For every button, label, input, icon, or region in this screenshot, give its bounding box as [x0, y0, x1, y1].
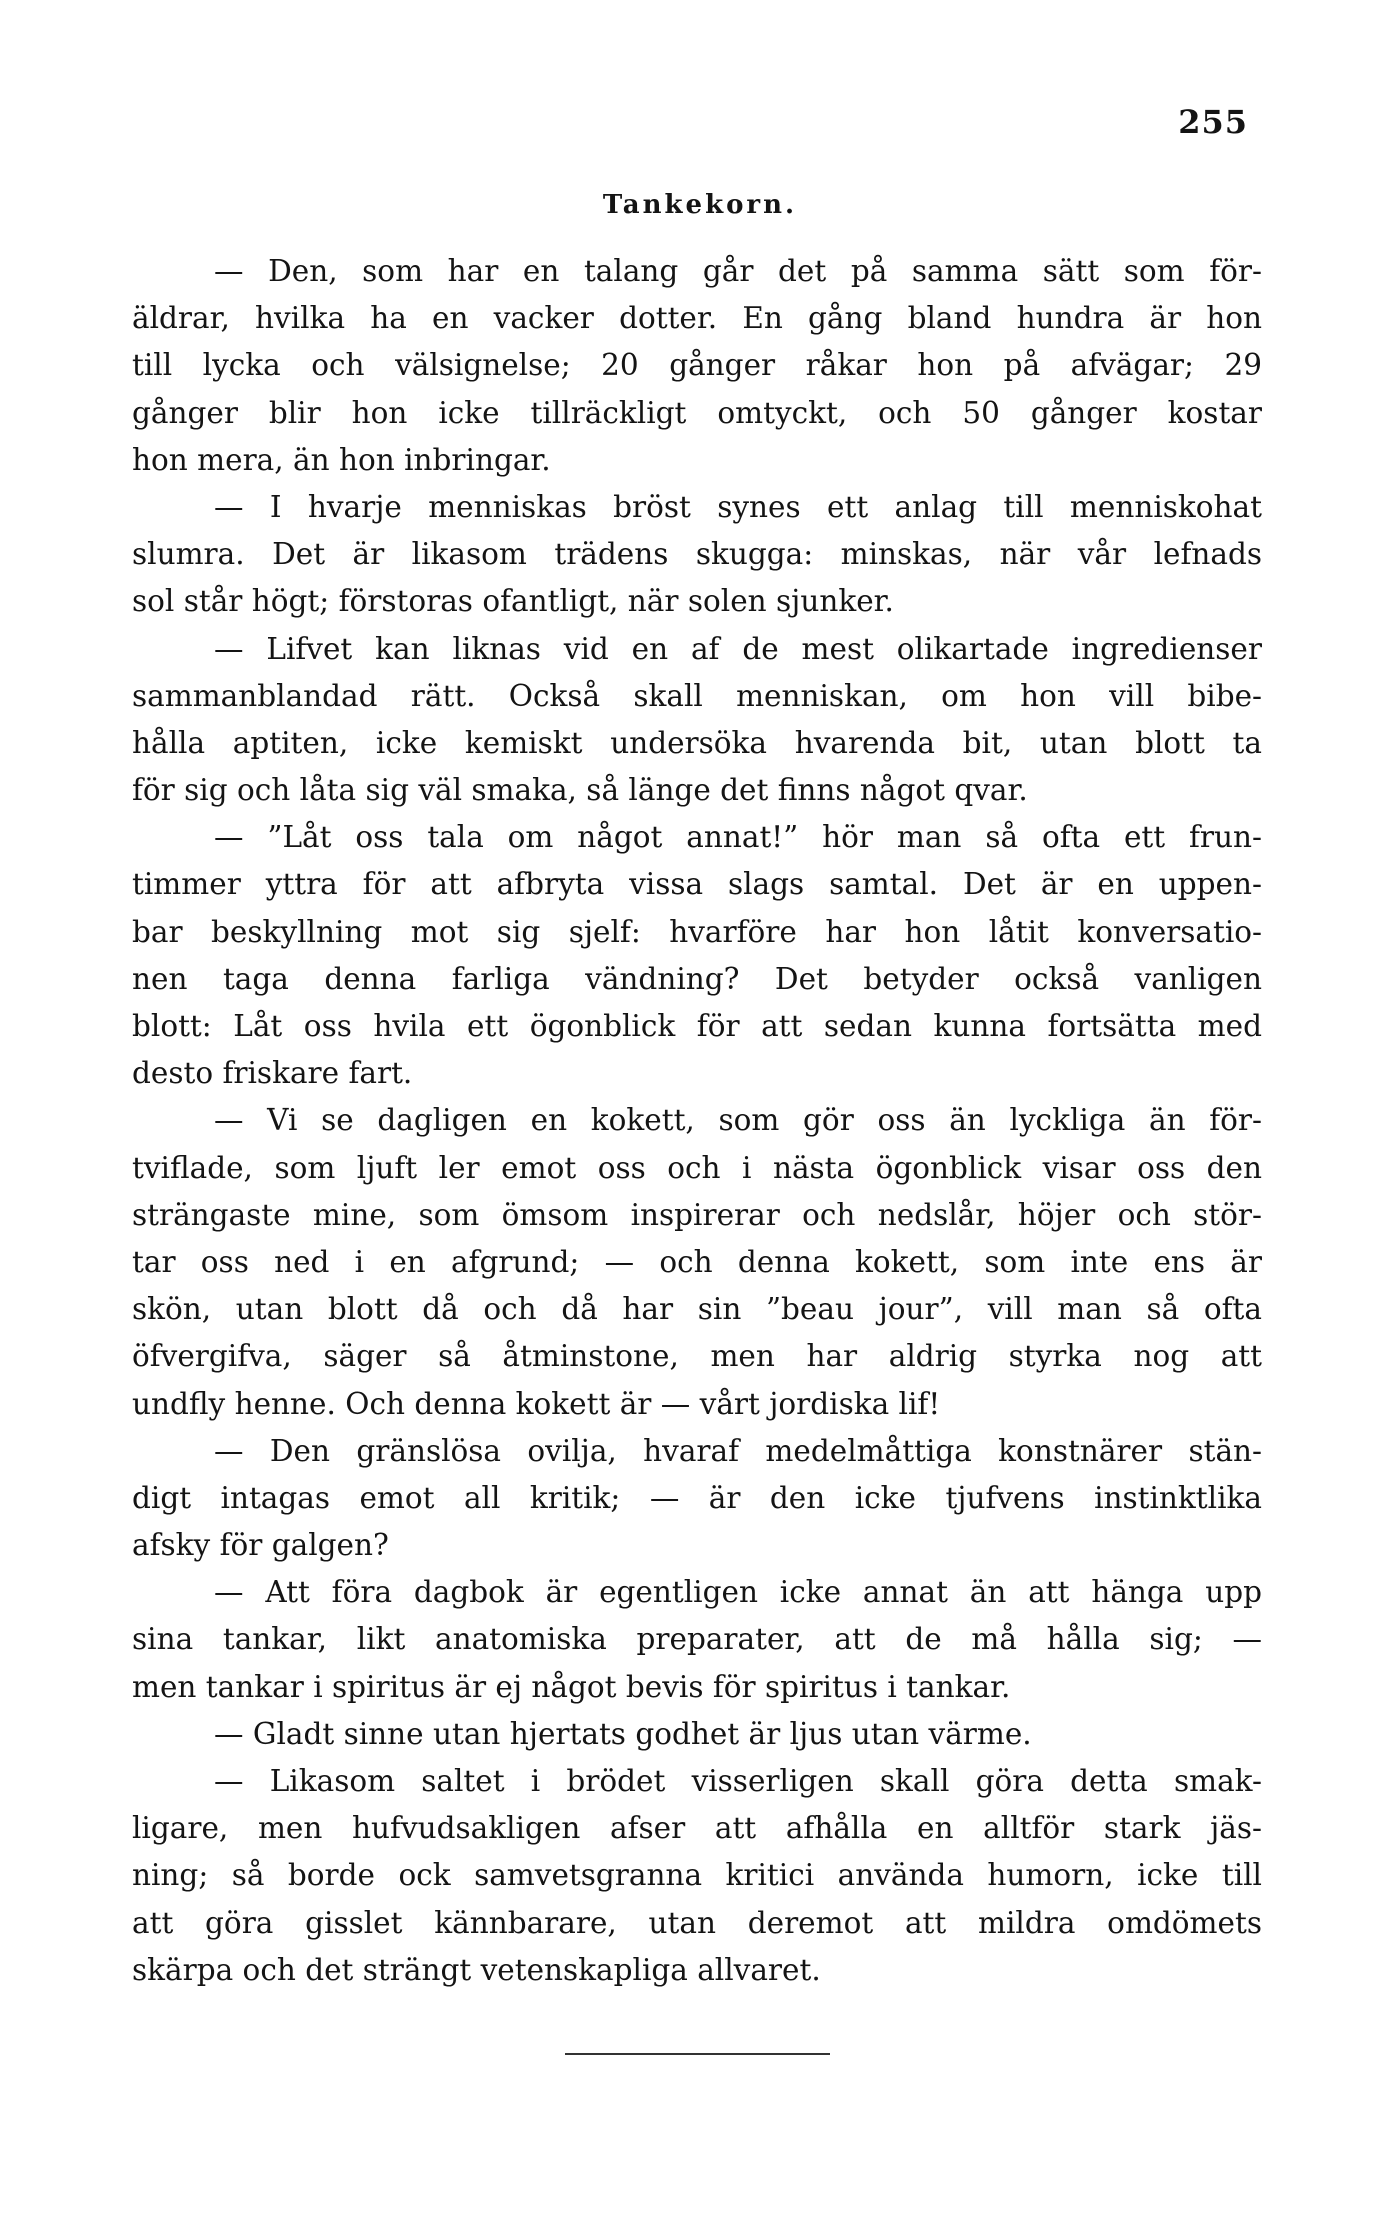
text-line: slumra. Det är likasom trädens skugga: minskas, när vår lefnads: [132, 537, 1262, 572]
text-line: afsky för galgen?: [132, 1528, 389, 1563]
text-line: ning; så borde ock samvetsgranna kritici använda humorn, icke till: [132, 1858, 1262, 1893]
closing-rule: [565, 2053, 830, 2055]
page-number: 255: [1178, 103, 1248, 141]
text-line: tar oss ned i en afgrund; — och denna kokett, som inte ens är: [132, 1244, 1262, 1279]
text-line: — Den gränslösa ovilja, hvaraf medelmåttiga konstnärer stän-: [214, 1433, 1262, 1468]
text-line: äldrar, hvilka ha en vacker dotter. En gång bland hundra är hon: [132, 301, 1262, 336]
body-text: [132, 248, 1262, 1994]
text-line: digt intagas emot all kritik; — är den icke tjufvens instinktlika: [132, 1480, 1262, 1515]
text-line: hon mera, än hon inbringar.: [132, 442, 551, 477]
text-line: — Den, som har en talang går det på samma sätt som för-: [214, 254, 1262, 288]
text-line: skärpa och det strängt vetenskapliga allvaret.: [132, 1952, 821, 1987]
text-line: ligare, men hufvudsakligen afser att afhålla en alltför stark jäs-: [132, 1811, 1262, 1846]
text-line: — Att föra dagbok är egentligen icke annat än att hänga upp: [214, 1575, 1262, 1610]
text-line: för sig och låta sig väl smaka, så länge det finns något qvar.: [132, 773, 1028, 808]
text-line: — Gladt sinne utan hjertats godhet är ljus utan värme.: [214, 1716, 1032, 1751]
text-line: bar beskyllning mot sig sjelf: hvarföre har hon låtit konversatio-: [132, 914, 1262, 949]
text-line: — ”Låt oss tala om något annat!” hör man så ofta ett frun-: [214, 820, 1262, 855]
text-line: till lycka och välsignelse; 20 gånger råkar hon på afvägar; 29: [132, 348, 1262, 383]
text-line: strängaste mine, som ömsom inspirerar och nedslår, höjer och stör-: [132, 1197, 1262, 1232]
text-line: gånger blir hon icke tillräckligt omtyckt, och 50 gånger kostar: [132, 395, 1262, 430]
text-line: sammanblandad rätt. Också skall menniskan, om hon vill bibe-: [132, 678, 1262, 713]
text-line: timmer yttra för att afbryta vissa slags samtal. Det är en uppen-: [132, 867, 1262, 902]
text-line: tviflade, som ljuft ler emot oss och i nästa ögonblick visar oss den: [132, 1150, 1262, 1185]
text-line: men tankar i spiritus är ej något bevis för spiritus i tankar.: [132, 1669, 1011, 1704]
text-line: — Lifvet kan liknas vid en af de mest olikartade ingredienser: [214, 631, 1262, 666]
text-line: — Vi se dagligen en kokett, som gör oss än lyckliga än för-: [214, 1103, 1262, 1138]
text-line: sol står högt; förstoras ofantligt, när solen sjunker.: [132, 584, 894, 619]
text-line: — Likasom saltet i brödet visserligen skall göra detta smak-: [214, 1764, 1262, 1798]
text-line: hålla aptiten, icke kemiskt undersöka hvarenda bit, utan blott ta: [132, 725, 1262, 760]
text-line: blott: Låt oss hvila ett ögonblick för att sedan kunna fortsätta med: [132, 1009, 1262, 1043]
text-line: att göra gisslet kännbarare, utan deremot att mildra omdömets: [132, 1905, 1262, 1940]
text-line: undfly henne. Och denna kokett är — vårt jordiska lif!: [132, 1386, 941, 1421]
text-line: öfvergifva, säger så åtminstone, men har aldrig styrka nog att: [132, 1339, 1262, 1374]
text-line: desto friskare fart.: [132, 1056, 413, 1091]
text-line: nen taga denna farliga vändning? Det betyder också vanligen: [132, 961, 1262, 996]
text-line: — I hvarje menniskas bröst synes ett anlag till menniskohat: [214, 489, 1262, 524]
text-line: sina tankar, likt anatomiska preparater, att de må hålla sig; —: [132, 1622, 1262, 1657]
text-line: skön, utan blott då och då har sin ”beau jour”, vill man så ofta: [132, 1292, 1262, 1327]
section-heading: Tankekorn.: [602, 190, 798, 220]
